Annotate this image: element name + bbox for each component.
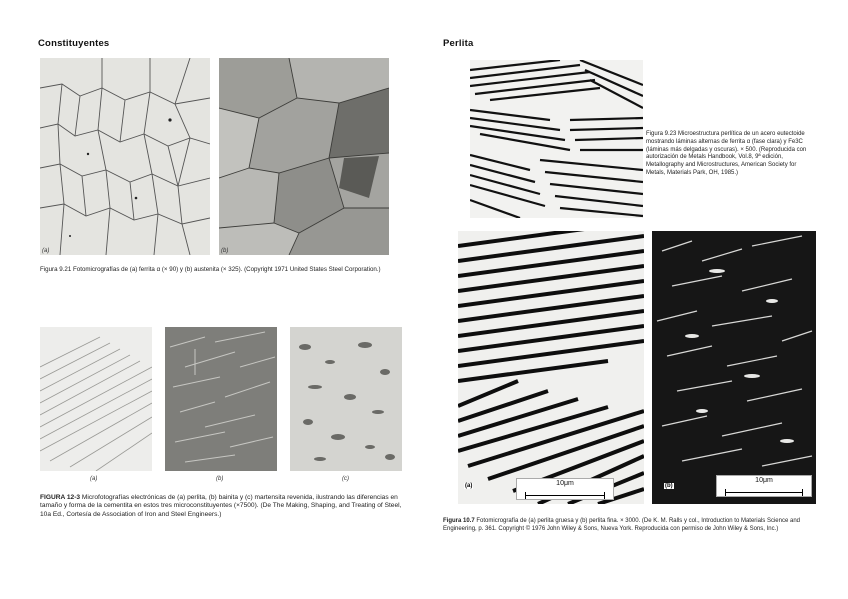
fig123-caption-text: Microfotografías electrónicas de (a) perlita, (b) bainita y (c) martensita revenida, ilustrando las diferencias en tamaño y forma de la cementita en estos tres microconstituyentes (×7500). (De The Making, Shaping, and Treating of Steel, 10a Ed., Cortesía de Association of Iron and Steel Engineers.) (40, 494, 402, 518)
bainite-sem-micrograph (165, 327, 277, 471)
ferrite-micrograph (40, 58, 210, 255)
fig123-caption-bold: FIGURA 12-3 (40, 494, 81, 501)
fig123-label-b: (b) (216, 476, 224, 482)
scale-bar-b (716, 475, 812, 497)
pearlite-sem-micrograph (40, 327, 152, 471)
fig921-label-a: (a) (42, 248, 50, 254)
right-heading: Perlita (443, 38, 474, 49)
fig107-caption (443, 517, 821, 533)
fig123-label-a: (a) (90, 476, 98, 482)
fig123-caption (40, 494, 405, 519)
scale-bar-a-text: 10μm (556, 480, 574, 487)
coarse-pearlite-micrograph (458, 231, 644, 504)
scale-bar-a-line (525, 495, 605, 496)
fine-pearlite-micrograph (652, 231, 816, 504)
fig123-label-c: (c) (342, 476, 349, 482)
fig921-caption: Figura 9.21 Fotomicrografías de (a) ferrita α (× 90) y (b) austenita (× 325). (Copyright 1971 United States Steel Corporation.) (40, 266, 381, 273)
martensite-sem-micrograph (290, 327, 402, 471)
left-heading: Constituyentes (38, 38, 110, 49)
pearlite-lamellar-micrograph (470, 60, 643, 218)
scale-bar-b-line (725, 492, 803, 493)
fig107-label-b: (b) (665, 483, 673, 489)
scale-bar-b-text: 10μm (755, 477, 773, 484)
fig107-caption-text: Fotomicrografía de (a) perlita gruesa y (b) perlita fina. × 3000. (De K. M. Ralls y col., Introduction to Materials Science and Engineering, p. 361. Copyright © 1976 John Wiley & Sons, Nueva York. Reproducida con permiso de John Wiley & Sons, Inc.) (443, 518, 800, 533)
austenite-micrograph (219, 58, 389, 255)
fig107-label-a: (a) (465, 483, 473, 489)
fig923-caption: Figura 9.23 Microestructura perlítica de un acero eutectoide mostrando láminas alternas de ferrita α (fase clara) y Fe3C (láminas más delgadas y oscuras). × 500. (Reproducida con autorización de Metals Handbook, Vol.8, 9ª edición, Metallography and Microstructures, American Society for Metals, Materials Park, OH, 1985.) (646, 131, 807, 176)
scale-bar-a (516, 478, 614, 500)
fig107-caption-bold: Figura 10.7 (443, 518, 475, 524)
fig921-label-b: (b) (221, 248, 229, 254)
